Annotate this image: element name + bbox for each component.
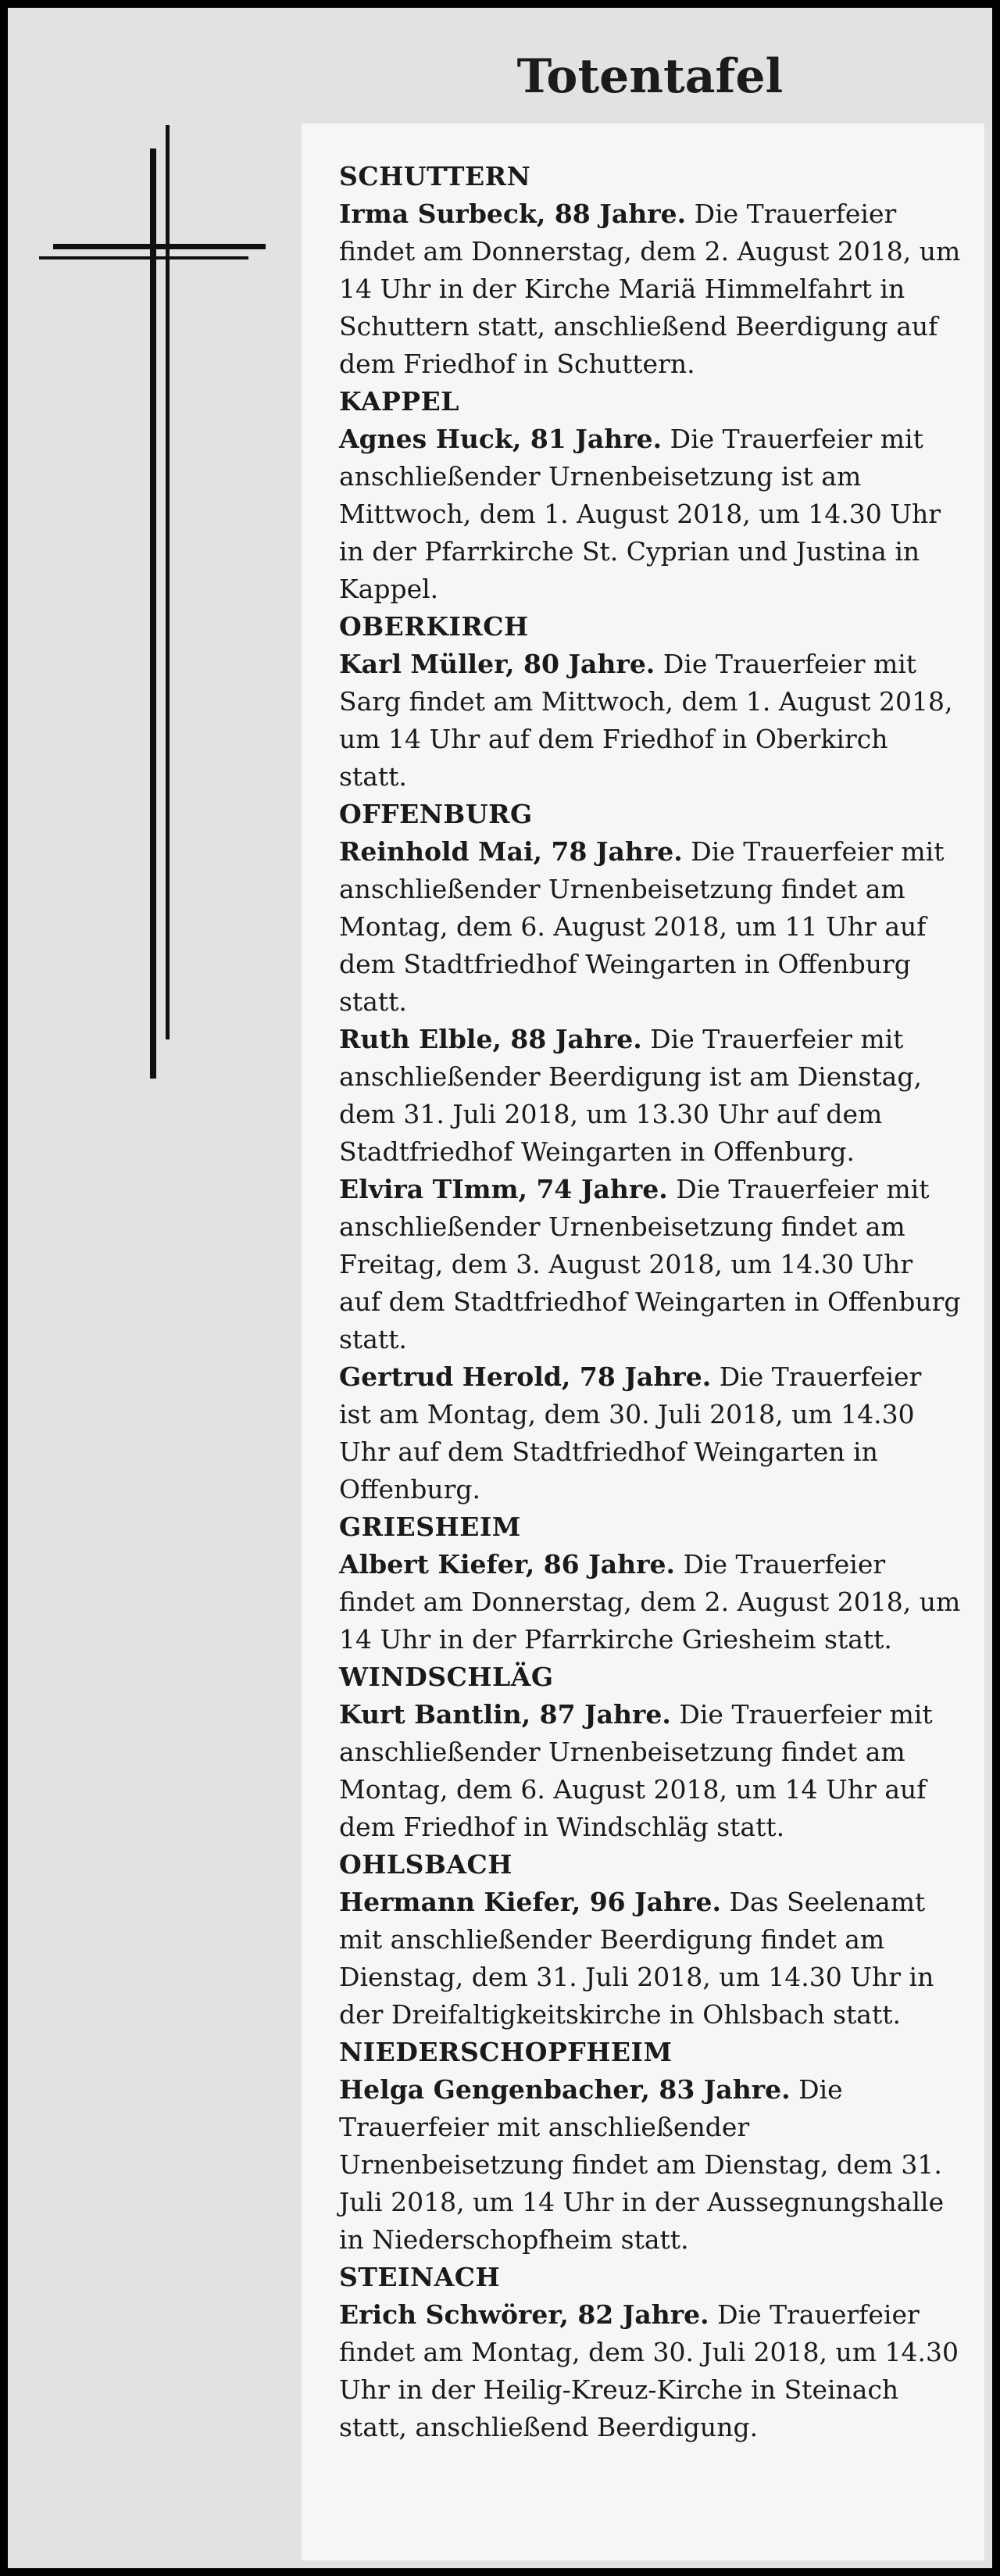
funeral-details: Die Trauerfeier mit anschließender Urnenbeisetzung findet am Montag, dem 6. August 2018, um 14 Uhr auf dem Friedhof in Windschläg statt. [339,1699,933,1842]
deceased-name: Agnes Huck, 81 Jahre. [339,424,662,454]
obituary-entry [339,195,961,383]
cross-vertical-beam [150,148,156,1079]
section-place-heading: SCHUTTERN [339,161,531,191]
funeral-details: Die Trauerfeier findet am Donnerstag, dem 2. August 2018, um 14 Uhr in der Pfarrkirche Griesheim statt. [339,1549,961,1655]
page-title: Totentafel [516,49,784,104]
funeral-details: Die Trauerfeier findet am Donnerstag, dem 2. August 2018, um 14 Uhr in der Kirche Mariä Himmelfahrt in Schuttern statt, anschließend Beerdigung auf dem Friedhof in Schuttern. [339,199,961,379]
deceased-name: Erich Schwörer, 82 Jahre. [339,2299,709,2330]
deceased-name: Albert Kiefer, 86 Jahre. [339,1549,675,1580]
section-place-heading: OHLSBACH [339,1849,512,1880]
deceased-name: Kurt Bantlin, 87 Jahre. [339,1699,671,1730]
funeral-details: Die Trauerfeier findet am Montag, dem 30. Juli 2018, um 14.30 Uhr in der Heilig-Kreuz-Kirche in Steinach statt, anschließend Beerdigung. [339,2299,959,2442]
section-place-heading: OFFENBURG [339,799,533,829]
obituary-entry [339,2071,961,2259]
section-place-heading: WINDSCHLÄG [339,1662,554,1692]
obituary-entry [339,1021,961,1171]
deceased-name: Helga Gengenbacher, 83 Jahre. [339,2074,791,2105]
obituary-list [302,123,984,2560]
cross-icon [39,125,273,1094]
obituary-entry [339,1884,961,2034]
deceased-name: Ruth Elble, 88 Jahre. [339,1024,642,1054]
section-place-heading: KAPPEL [339,386,459,417]
obituary-entry [339,2296,961,2446]
section-place-heading: NIEDERSCHOPFHEIM [339,2037,673,2067]
obituary-panel [8,8,992,2568]
deceased-name: Karl Müller, 80 Jahre. [339,649,655,679]
obituary-entry [339,1171,961,1358]
obituary-entry [339,833,961,1021]
deceased-name: Reinhold Mai, 78 Jahre. [339,836,683,867]
funeral-details: Die Trauerfeier mit Sarg findet am Mittwoch, dem 1. August 2018, um 14 Uhr auf dem Friedhof in Oberkirch statt. [339,649,953,792]
cross-horizontal-beam-thin [39,256,248,259]
funeral-details: Die Trauerfeier mit anschließender Urnenbeisetzung findet am Montag, dem 6. August 2018, um 11 Uhr auf dem Stadtfriedhof Weingarten in Offenburg statt. [339,836,945,1017]
cross-horizontal-beam [53,244,266,249]
section-place-heading: STEINACH [339,2262,501,2292]
funeral-details: Die Trauerfeier mit anschließender Urnenbeisetzung ist am Mittwoch, dem 1. August 2018, um 14.30 Uhr in der Pfarrkirche St. Cyprian und Justina in Kappel. [339,424,941,604]
obituary-entry [339,1696,961,1846]
funeral-details: Das Seelenamt mit anschließender Beerdigung findet am Dienstag, dem 31. Juli 2018, um 14.30 Uhr in der Dreifaltigkeitskirche in Ohlsbach statt. [339,1887,934,2030]
funeral-details: Die Trauerfeier mit anschließender Urnenbeisetzung findet am Freitag, dem 3. August 2018, um 14.30 Uhr auf dem Stadtfriedhof Weingarten in Offenburg statt. [339,1174,961,1354]
obituary-entry [339,420,961,608]
funeral-details: Die Trauerfeier mit anschließender Urnenbeisetzung findet am Dienstag, dem 31. Juli 2018, um 14 Uhr in der Aussegnungshalle in Niederschopfheim statt. [339,2074,945,2255]
section-place-heading: OBERKIRCH [339,611,529,642]
deceased-name: Irma Surbeck, 88 Jahre. [339,199,687,229]
deceased-name: Elvira TImm, 74 Jahre. [339,1174,668,1204]
section-place-heading: GRIESHEIM [339,1512,521,1542]
funeral-details: Die Trauerfeier ist am Montag, dem 30. Juli 2018, um 14.30 Uhr auf dem Stadtfriedhof Weingarten in Offenburg. [339,1361,922,1504]
obituary-entry [339,646,961,796]
deceased-name: Hermann Kiefer, 96 Jahre. [339,1887,721,1917]
deceased-name: Gertrud Herold, 78 Jahre. [339,1361,712,1392]
cross-vertical-beam-thin [166,125,170,1039]
obituary-entry [339,1358,961,1508]
obituary-entry [339,1546,961,1658]
funeral-details: Die Trauerfeier mit anschließender Beerdigung ist am Dienstag, dem 31. Juli 2018, um 13.30 Uhr auf dem Stadtfriedhof Weingarten in Offenburg. [339,1024,922,1167]
